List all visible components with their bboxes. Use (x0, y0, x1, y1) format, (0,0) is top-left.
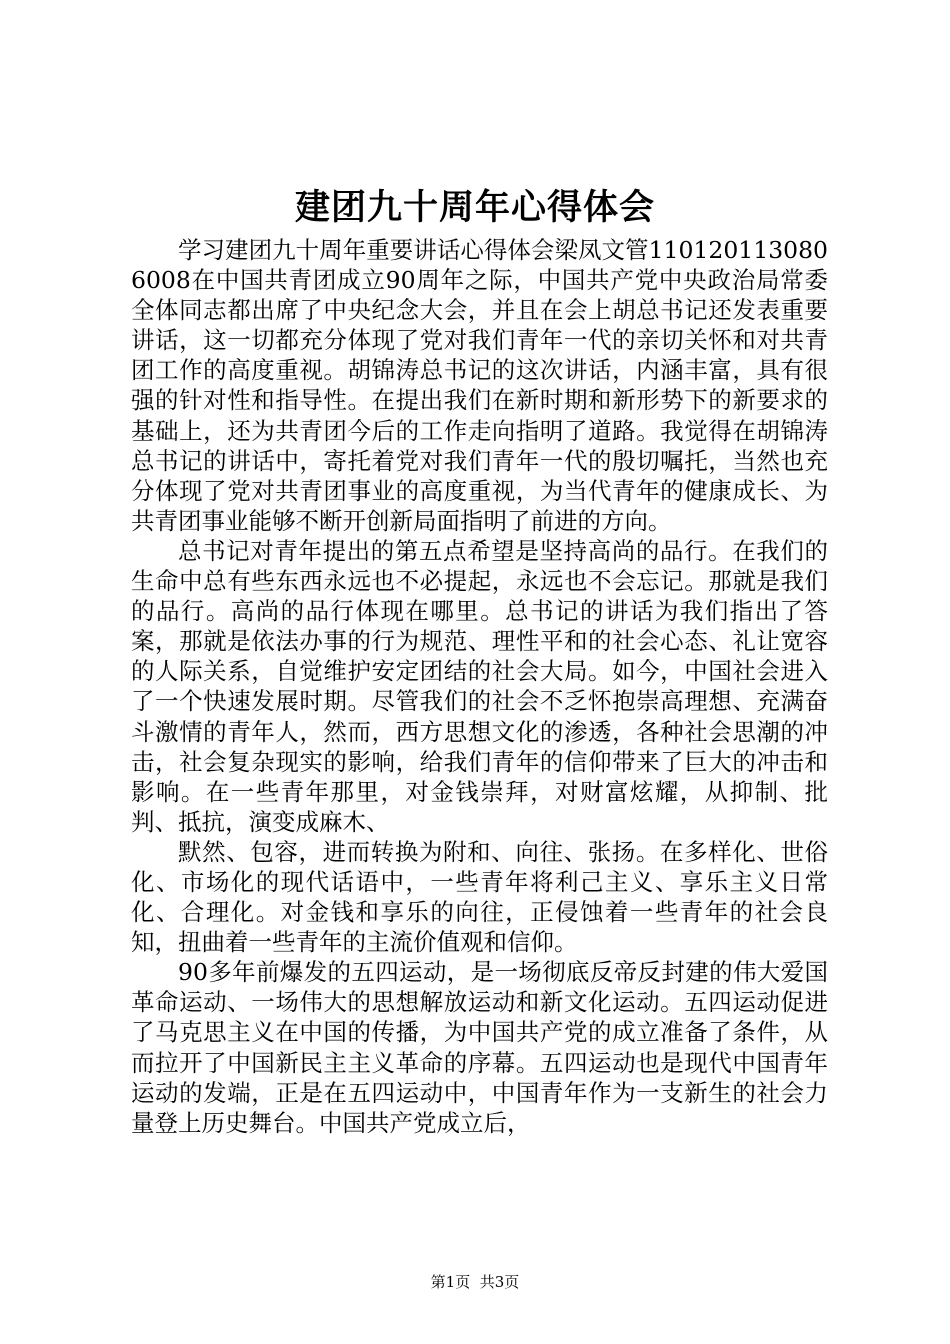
document-body (131, 235, 828, 1138)
page-number: 第1页 (430, 1273, 471, 1291)
page-footer (0, 1272, 950, 1292)
footer-separator (470, 1273, 480, 1291)
page-total: 共3页 (479, 1273, 520, 1291)
body-paragraph-3: 默然、包容，进而转换为附和、向往、张扬。在多样化、世俗化、市场化的现代话语中，一些青年将利己主义、享乐主义日常化、合理化。对金钱和享乐的向往，正侵蚀着一些青年的社会良知，扭曲着一些青年的主流价值观和信仰。 (131, 837, 828, 957)
document-title: 建团九十周年心得体会 (294, 187, 655, 228)
body-paragraph-4: 90多年前爆发的五四运动，是一场彻底反帝反封建的伟大爱国革命运动、一场伟大的思想解放运动和新文化运动。五四运动促进了马克思主义在中国的传播，为中国共产党的成立准备了条件，从而拉开了中国新民主主义革命的序幕。五四运动也是现代中国青年运动的发端，正是在五四运动中，中国青年作为一支新生的社会力量登上历史舞台。中国共产党成立后， (131, 958, 828, 1137)
body-paragraph-2: 总书记对青年提出的第五点希望是坚持高尚的品行。在我们的生命中总有些东西永远也不必提起，永远也不会忘记。那就是我们的品行。高尚的品行体现在哪里。总书记的讲话为我们指出了答案，那就是依法办事的行为规范、理性平和的社会心态、礼让宽容的人际关系，自觉维护安定团结的社会大局。如今，中国社会进入了一个快速发展时期。尽管我们的社会不乏怀抱崇高理想、充满奋斗激情的青年人，然而，西方思想文化的渗透，各种社会思潮的冲击，社会复杂现实的影响，给我们青年的信仰带来了巨大的冲击和影响。在一些青年那里，对金钱崇拜，对财富炫耀，从抑制、批判、抵抗，演变成麻木、 (131, 536, 828, 836)
body-paragraph-1: 学习建团九十周年重要讲话心得体会梁凤文管1101201130806008在中国共青团成立90周年之际，中国共产党中央政治局常委全体同志都出席了中央纪念大会，并且在会上胡总书记还发表重要讲话，这一切都充分体现了党对我们青年一代的亲切关怀和对共青团工作的高度重视。胡锦涛总书记的这次讲话，内涵丰富，具有很强的针对性和指导性。在提出我们在新时期和新形势下的新要求的基础上，还为共青团今后的工作走向指明了道路。我觉得在胡锦涛总书记的讲话中，寄托着党对我们青年一代的殷切嘱托，当然也充分体现了党对共青团事业的高度重视，为当代青年的健康成长、为共青团事业能够不断开创新局面指明了前进的方向。 (131, 236, 828, 535)
